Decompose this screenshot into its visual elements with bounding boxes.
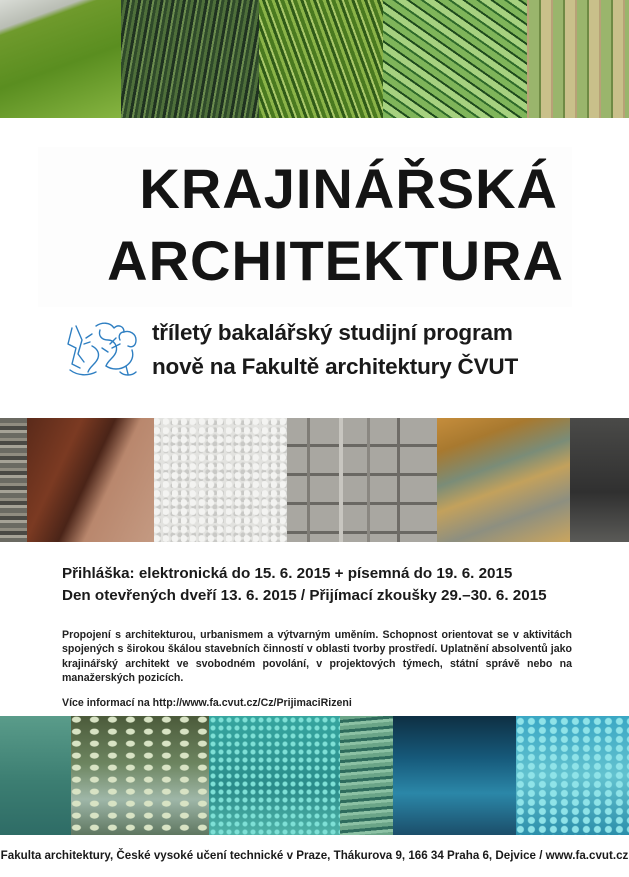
application-deadline: Přihláška: elektronická do 15. 6. 2015 + písemná do 19. 6. 2015 (62, 565, 513, 582)
granite-paving-photo (287, 418, 437, 542)
dark-stone-photo (570, 418, 629, 542)
grass-hill-photo (0, 0, 121, 118)
grass-photo-strip (0, 0, 629, 118)
title-block (38, 147, 572, 307)
stacked-slate-photo (0, 418, 27, 542)
willow-fence-photo (527, 0, 629, 118)
white-pebble-texture-photo (154, 418, 287, 542)
meadow-grass-photo (259, 0, 383, 118)
bamboo-leaves-photo (383, 0, 527, 118)
program-description: Propojení s architekturou, urbanismem a výtvarným uměním. Schopnost orientovat se v aktivitách spojených s širokou škálou stavebních činností v oblasti tvorby prostředí. Uplatnění absolventů jako krajinářský architekt ve svobodném povolání, v projektových týmech, státní správě nebo na manažerských pozicích. (62, 629, 572, 685)
ornamental-grass-photo (121, 0, 259, 118)
more-info-link[interactable]: Více informací na http://www.fa.cvut.cz/Cz/PrijimaciRizeni (62, 697, 352, 709)
page-title-line-1: KRAJINÁŘSKÁ (139, 157, 558, 220)
corten-steel-gravel-photo (27, 418, 154, 542)
green-water-photo (0, 716, 71, 835)
program-subtitle-line-1: tříletý bakalářský studijní program (152, 320, 513, 345)
open-day-exam-dates: Den otevřených dveří 13. 6. 2015 / Přijímací zkoušky 29.–30. 6. 2015 (62, 587, 547, 604)
clear-shallow-water-photo (516, 716, 629, 835)
footer-address: Fakulta architektury, České vysoké učení technické v Praze, Thákurova 9, 166 34 Praha 6, Dejvice / www.fa.cvut.cz (0, 849, 629, 862)
water-photo-strip (0, 716, 629, 835)
stone-photo-strip (0, 418, 629, 542)
cvut-lion-logo-icon (62, 318, 146, 382)
pond-lilies-photo (71, 716, 209, 835)
program-subtitle-line-2: nově na Fakultě architektury ČVUT (152, 354, 519, 379)
turquoise-water-photo (209, 716, 340, 835)
stone-slab-paving-photo (437, 418, 570, 542)
page-title-line-2: ARCHITEKTURA (107, 229, 564, 292)
stream-water-photo (340, 716, 393, 835)
deep-blue-water-photo (393, 716, 516, 835)
